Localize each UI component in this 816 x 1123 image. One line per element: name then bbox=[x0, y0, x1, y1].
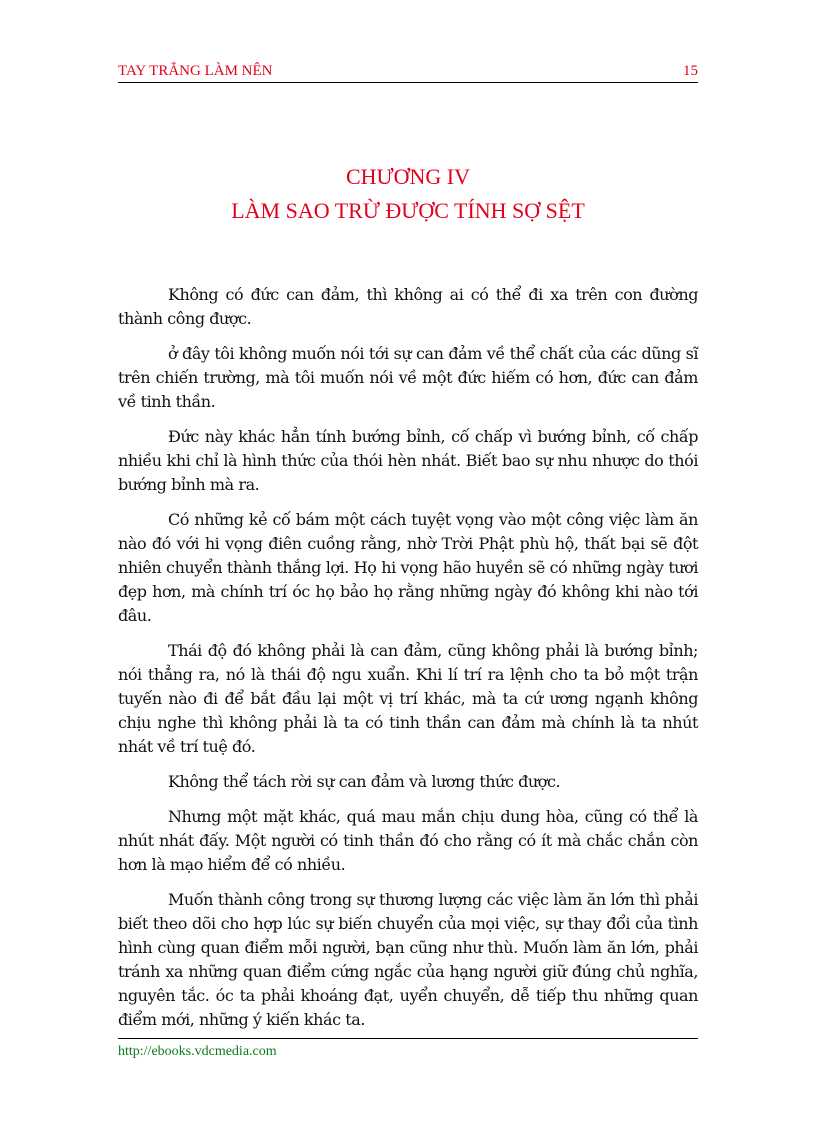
paragraph: Thái độ đó không phải là can đảm, cũng không phải là bướng bỉnh; nói thẳng ra, nó là thái độ ngu xuẩn. Khi lí trí ra lệnh cho ta bỏ một trận tuyến nào đi để bắt đầu lại một vị trí khác, mà ta cứ ương ngạnh không chịu nghe thì không phải là ta có tinh thần can đảm mà chính là ta nhút nhát về trí tuệ đó. bbox=[118, 641, 698, 756]
chapter-heading bbox=[118, 160, 698, 228]
header-book-title: TAY TRẮNG LÀM NÊN bbox=[118, 63, 273, 79]
paragraph: Đức này khác hẳn tính bướng bỉnh, cố chấp vì bướng bỉnh, cố chấp nhiều khi chỉ là hình thức của thói hèn nhát. Biết bao sự nhu nhược do thói bướng bỉnh mà ra. bbox=[118, 427, 698, 494]
footer-divider bbox=[118, 1038, 698, 1039]
paragraph: Muốn thành công trong sự thương lượng các việc làm ăn lớn thì phải biết theo dõi cho hợp lúc sự biến chuyển của mọi việc, sự thay đổi của tình hình cùng quan điểm mỗi người, bạn cũng như thù. Muốn làm ăn lớn, phải tránh xa những quan điểm cứng ngắc của hạng người giữ đúng chủ nghĩa, nguyên tắc. óc ta phải khoáng đạt, uyển chuyển, dễ tiếp thu những quan điểm mới, những ý kiến khác ta. bbox=[118, 890, 698, 1029]
running-header bbox=[118, 60, 698, 83]
header-page-number: 15 bbox=[683, 63, 698, 79]
chapter-title: LÀM SAO TRỪ ĐƯỢC TÍNH SỢ SỆT bbox=[231, 198, 585, 223]
paragraph: Nhưng một mặt khác, quá mau mắn chịu dung hòa, cũng có thể là nhút nhát đấy. Một người có tinh thần đó cho rằng có ít mà chắc chắn còn hơn là mạo hiểm để có nhiều. bbox=[118, 807, 698, 874]
footer-url-link[interactable]: http://ebooks.vdcmedia.com bbox=[118, 1044, 277, 1059]
chapter-body bbox=[118, 283, 698, 1043]
chapter-number: CHƯƠNG IV bbox=[345, 164, 470, 189]
paragraph: Có những kẻ cố bám một cách tuyệt vọng vào một công việc làm ăn nào đó với hi vọng điên cuồng rằng, nhờ Trời Phật phù hộ, thất bại sẽ đột nhiên chuyển thành thắng lợi. Họ hi vọng hão huyền sẽ có những ngày tươi đẹp hơn, mà chính trí óc họ bảo họ rằng những ngày đó không khi nào tới đâu. bbox=[118, 510, 698, 625]
paragraph: ở đây tôi không muốn nói tới sự can đảm về thể chất của các dũng sĩ trên chiến trường, mà tôi muốn nói về một đức hiếm có hơn, đức can đảm về tinh thần. bbox=[118, 344, 698, 411]
paragraph: Không có đức can đảm, thì không ai có thể đi xa trên con đường thành công được. bbox=[118, 285, 698, 328]
paragraph: Không thể tách rời sự can đảm và lương thức được. bbox=[168, 772, 561, 791]
